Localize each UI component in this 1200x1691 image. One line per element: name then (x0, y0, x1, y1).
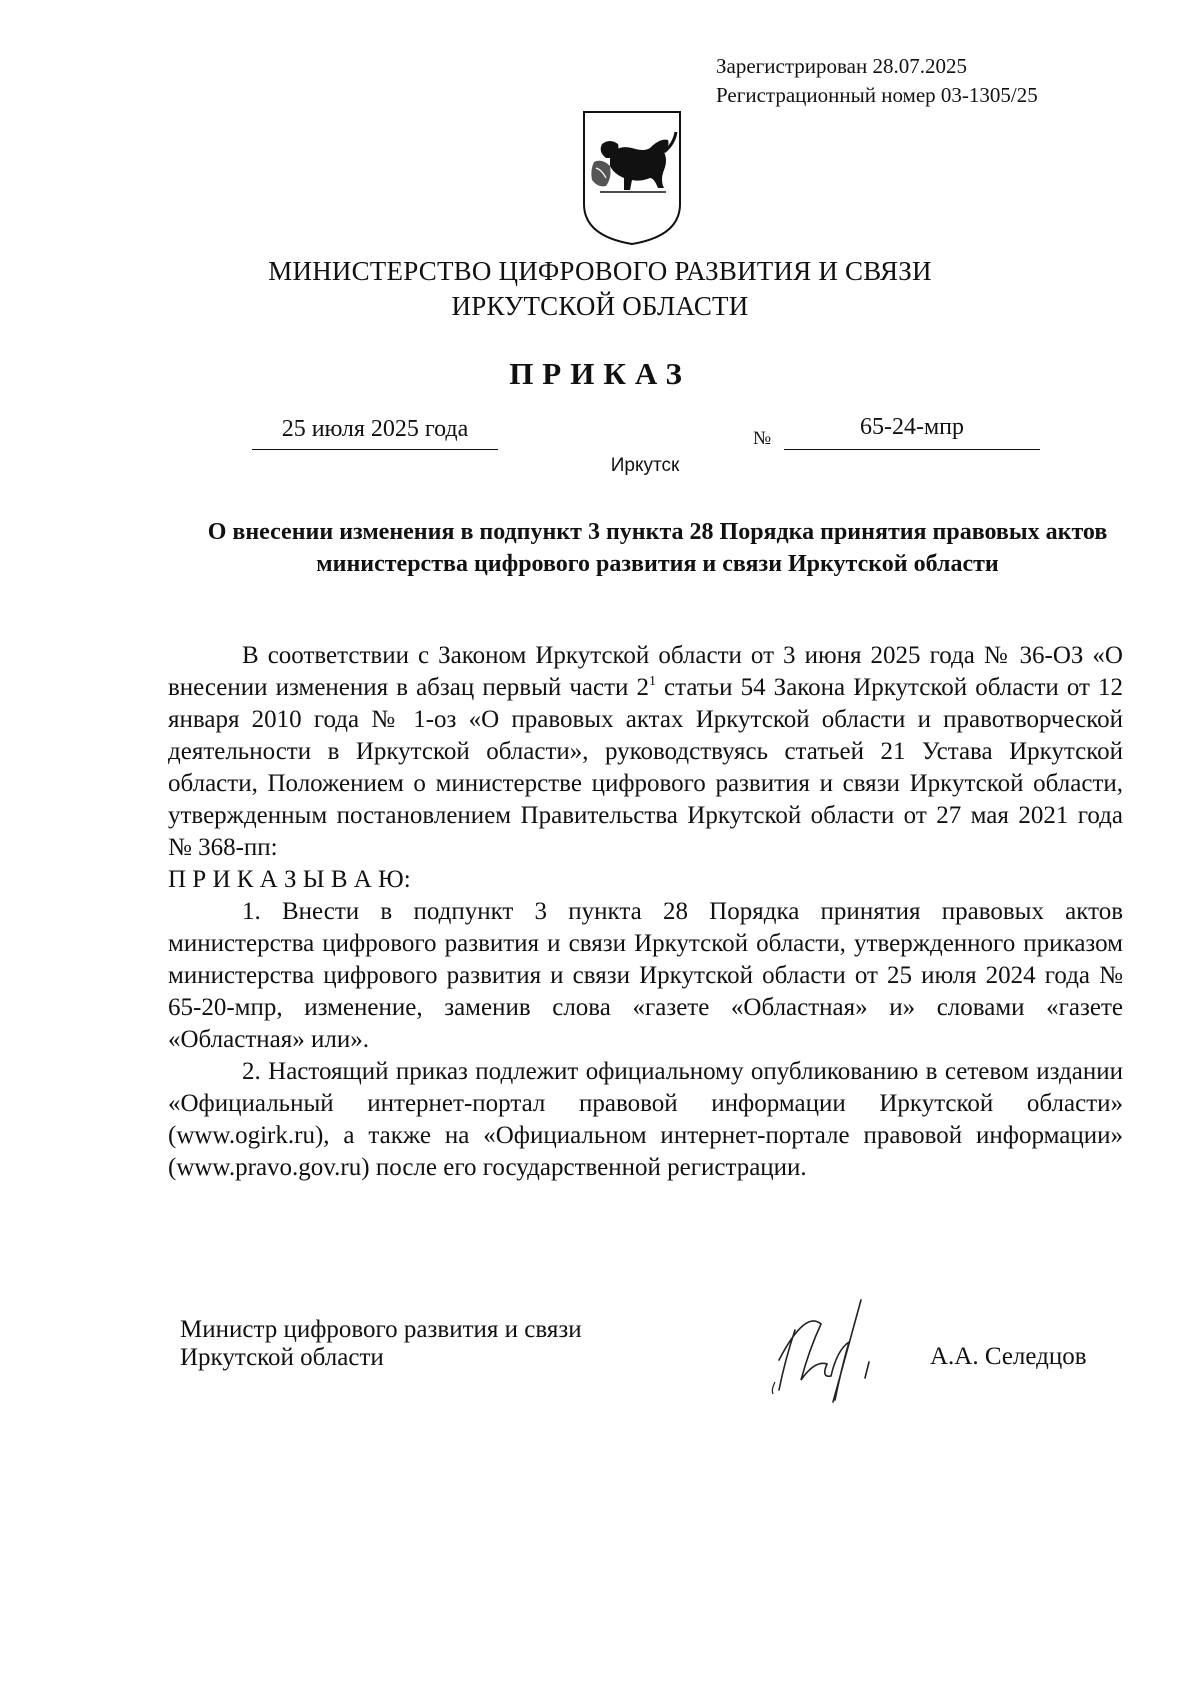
order-body (168, 640, 1123, 1184)
date-underline (252, 449, 498, 450)
order-title: ПРИКАЗ (509, 356, 691, 391)
number-underline (784, 449, 1040, 450)
signer-title (180, 1316, 582, 1372)
order-subject: О внесении изменения в подпункт 3 пункта 28 Порядка принятия правовых актов министерства цифрового развития и связи Иркутской области (207, 519, 1108, 577)
superscript: 1 (648, 674, 656, 689)
item-1: 1. Внести в подпункт 3 пункта 28 Порядка принятия правовых актов министерства цифрового развития и связи Иркутской области, утвержденного приказом министерства цифрового развития и связи Иркутской области от 25 июля 2024 года № 65-20-мпр, изменение, заменив слова «газете «Областная» и» словами «газете «Областная» или». (168, 898, 1123, 1053)
signer-name: А.А. Селедцов (930, 1343, 1087, 1370)
ministry-name (0, 254, 1200, 324)
registration-stamp (716, 52, 1038, 110)
city: Иркутск (610, 455, 680, 476)
ministry-name-line2: ИРКУТСКОЙ ОБЛАСТИ (451, 291, 749, 321)
preamble-text-a: В соответствии с Законом Иркутской области от 3 июня 2025 года № 36-ОЗ «О внесении изменения в абзац первый части 2 (168, 642, 1123, 701)
signer-title-line1: Министр цифрового развития и связи (180, 1316, 582, 1343)
command-word: П Р И К А З Ы В А Ю: (168, 866, 411, 893)
preamble-text-b: статьи 54 Закона Иркутской области от 12 января 2010 года № 1-оз «О правовых актах Иркутской области и правотворческой деятельности в Иркутской области», руководствуясь статьей 21 Устава Иркутской области, Положением о министерстве цифрового развития и связи Иркутской области, утвержденным постановлением Правительства Иркутской области от 27 мая 2021 года № 368-пп: (168, 674, 1123, 861)
preamble-paragraph (168, 640, 1123, 864)
registration-date: Зарегистрирован 28.07.2025 (716, 54, 967, 78)
order-number: 65-24-мпр (859, 414, 964, 440)
registration-number: Регистрационный номер 03-1305/25 (716, 83, 1038, 107)
coat-of-arms-icon (580, 108, 684, 248)
number-sign: № (753, 428, 772, 449)
signature-icon (765, 1290, 925, 1408)
order-date: 25 июля 2025 года (281, 416, 469, 442)
item-2: 2. Настоящий приказ подлежит официальному опубликованию в сетевом издании «Официальный интернет-портал правовой информации Иркутской области» (www.ogirk.ru), а также на «Официальном интернет-портале правовой информации» (www.pravo.gov.ru) после его государственной регистрации. (168, 1058, 1123, 1181)
ministry-name-line1: МИНИСТЕРСТВО ЦИФРОВОГО РАЗВИТИЯ И СВЯЗИ (268, 256, 932, 286)
signer-title-line2: Иркутской области (180, 1344, 384, 1371)
